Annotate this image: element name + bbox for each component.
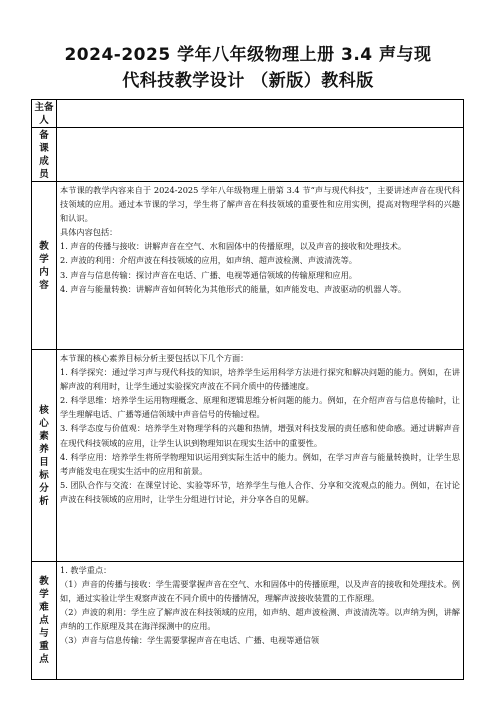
paragraph: 4. 声音与能量转换：讲解声音如何转化为其他形式的能量，如声能发电、声波驱动的机器人等。 — [60, 283, 407, 294]
paragraph: 5. 团队合作与交流：在课堂讨论、实验等环节，培养学生与他人合作、分享和交流观点的能力。例如，在讨论声波在科技领域的应用时，让学生分组进行讨论，并分享各自的见解。 — [60, 479, 460, 504]
value-zhubeiren — [57, 100, 464, 128]
paragraph: 1. 声音的传播与接收：讲解声音在空气、水和固体中的传播原理，以及声音的接收和处理技术。 — [60, 241, 407, 252]
paragraph: 1. 教学重点： — [60, 565, 112, 575]
row-zhongdian — [32, 562, 464, 680]
paragraph: 具体内容包括： — [60, 227, 118, 238]
label-suyang: 核 心 素 养 目 标 分 析 — [32, 350, 57, 562]
content-suyang — [57, 350, 464, 562]
content-zhongdian — [57, 562, 464, 680]
row-neirong — [32, 182, 464, 350]
paragraph: 4. 科学应用：培养学生将所学物理知识运用到实际生活中的能力。例如，在学习声音与能量转换时，让学生思考声能发电在现实生活中的应用和前景。 — [60, 451, 460, 476]
paragraph: 1. 科学探究：通过学习声与现代科技的知识，培养学生运用科学方法进行探究和解决问题的能力。例如，在讲解声波的利用时，让学生通过实验探究声波在不同介质中的传播速度。 — [60, 367, 460, 392]
label-beike: 备 课 成 员 — [32, 128, 57, 182]
paragraph: 3. 科学态度与价值观：培养学生对物理学科的兴趣和热情，增强对科技发展的责任感和使命感。通过讲解声音在现代科技领域的应用，让学生认识到物理知识在现实生活中的重要性。 — [60, 423, 460, 448]
label-neirong: 教 学 内 容 — [32, 182, 57, 350]
title-line-1: 2024-2025 学年八年级物理上册 3.4 声与现 — [64, 45, 432, 65]
row-suyang — [32, 350, 464, 562]
paragraph: （1）声音的传播与接收：学生需要掌握声音在空气、水和固体中的传播原理，以及声音的接收和处理技术。例如，通过实验让学生观察声波在不同介质中的传播情况，理解声波接收装置的工作原理。 — [60, 579, 460, 604]
row-zhubeiren — [32, 100, 464, 128]
label-zhongdian: 教 学 难 点 与 重 点 — [32, 562, 57, 680]
value-beike — [57, 128, 464, 182]
content-neirong — [57, 182, 464, 350]
paragraph: 2. 声波的利用：介绍声波在科技领域的应用，如声纳、超声波检测、声波清洗等。 — [60, 255, 357, 266]
lesson-plan-table — [31, 99, 464, 680]
paragraph: （2）声波的利用：学生应了解声波在科技领域的应用，如声纳、超声波检测、声波清洗等。以声纳为例，讲解声纳的工作原理及其在海洋探测中的应用。 — [60, 607, 460, 632]
paragraph: 2. 科学思维：培养学生运用物理概念、原理和逻辑思维分析问题的能力。例如，在介绍声音与信息传输时，让学生理解电话、广播等通信领域中声音信号的传输过程。 — [60, 395, 460, 420]
paragraph: 本节课的教学内容来自于 2024-2025 学年八年级物理上册第 3.4 节“声与现代科技”，主要讲述声音在现代科技领域的应用。通过本节课的学习，学生将了解声音在科技领域的重要性和应用实例，提高对物理学科的兴趣和认识。 — [60, 185, 460, 224]
title-line-2: 代科技教学设计 （新版）教科版 — [122, 71, 374, 91]
paragraph: （3）声音与信息传输：学生需要掌握声音在电话、广播、电视等通信领 — [60, 635, 320, 646]
paragraph: 本节课的核心素养目标分析主要包括以下几个方面： — [60, 353, 249, 363]
row-beike — [32, 128, 464, 182]
label-zhubeiren: 主备 人 — [32, 100, 57, 128]
paragraph: 3. 声音与信息传输：探讨声音在电话、广播、电视等通信领域的传输原理和应用。 — [60, 269, 357, 280]
